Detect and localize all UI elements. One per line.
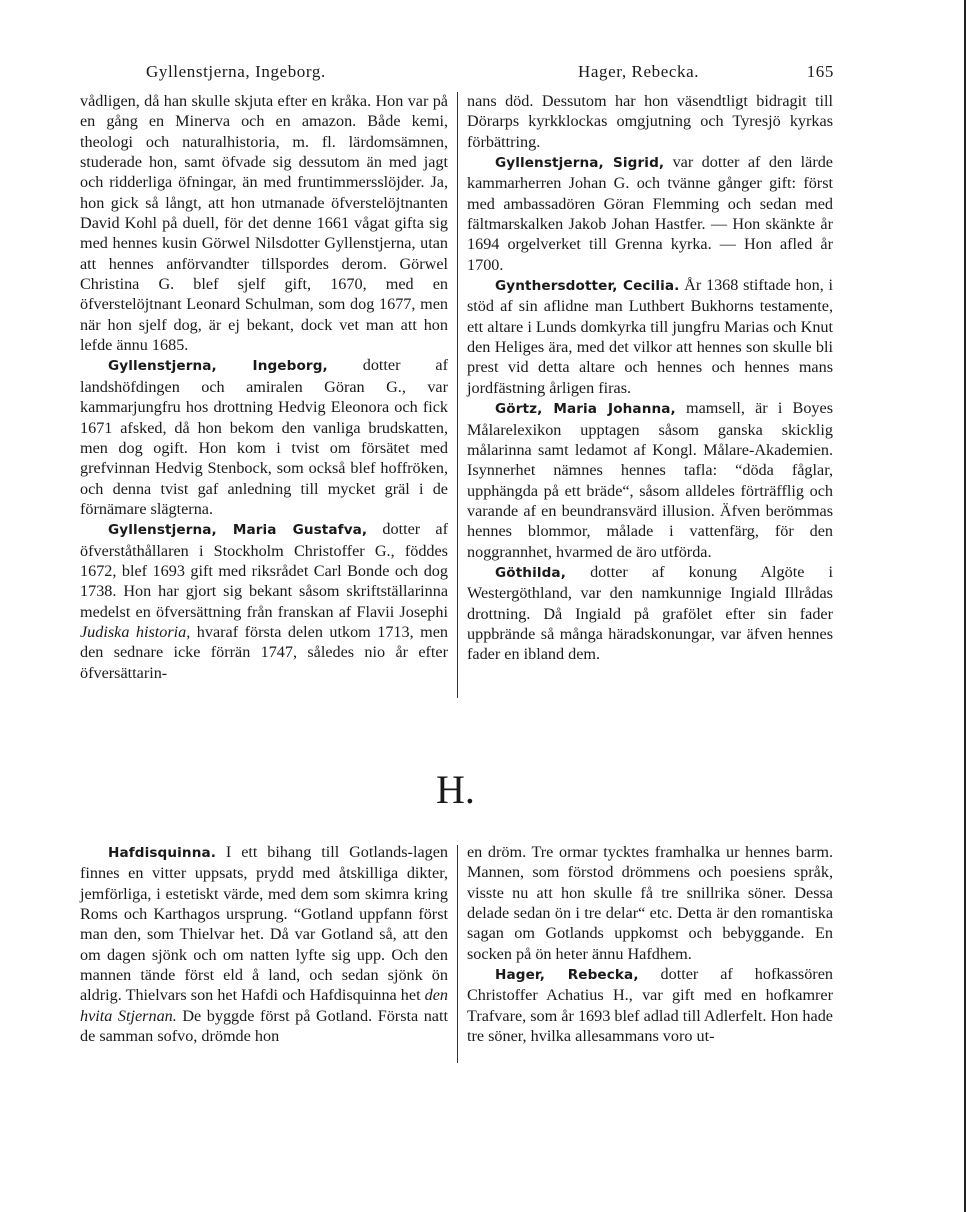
entry-name: Göthilda, <box>495 564 566 581</box>
entry-text: mamsell, är i Boyes Målarelexikon upptagen såsom ganska skicklig målarinna samt ledamot af Kongl. Målare-Akademien. Isynnerhet nämnes hennes tafla: “döda fåglar, upphängda på ett bräde“, såsom alldeles förträfflig och varande af en beundransvärd illusion. Äfven berömmas hennes blommor, målade i vattenfärg, för den noggrannhet, hvarmed de äro utförda. <box>467 399 833 561</box>
paragraph-text: en dröm. Tre ormar tycktes framhalka ur hennes barm. Mannen, som förstod drömmens och poesiens språk, visste nu att hon skulle få tre snillrika söner. Dessa delade sedan ön i tre delar“ etc. Detta är den romantiska sagan om Gotlands uppkomst och bebyggande. En socken på ön heter ännu Hafdhem. <box>467 843 833 963</box>
header-right-title: Hager, Rebecka. <box>578 62 700 81</box>
entry-text: dotter af landshöfdingen och amiralen Göran G., var kammarjungfru hos drottning Hedvig Eleonora och fick 1671 afsked, då hon bekom den vanliga brudskatten, men dog ogift. Hon kom i tvist om försätet med grefvinnan Hedvig Stenbock, som också blef hoffröken, och denna tvist gaf anledning till mycket gräl i de förnämare slägterna. <box>80 356 448 518</box>
section-heading: H. <box>436 767 475 812</box>
entry-name: Gyllenstjerna, Sigrid, <box>495 155 665 172</box>
header-left-title: Gyllenstjerna, Ingeborg. <box>146 62 326 81</box>
entry-text: var dotter af den lärde kammarherren Johan G. och tvänne gånger gift: först med ambassadören Göran Flemming och sedan med fältmarskalken Jakob Johan Hastfer. — Hon skänkte år 1694 orgelverket till Grenna kyrka. — Hon afled år 1700. <box>467 153 833 274</box>
page-edge <box>964 0 966 1212</box>
entry-hafdisquinna <box>80 842 448 1046</box>
entry-gyllenstjerna-ingeborg <box>80 355 448 519</box>
entry-hager-rebecka <box>467 964 833 1046</box>
entry-italic-title: Judiska historia, <box>80 622 191 641</box>
entry-name: Gyllenstjerna, Maria Gustafva, <box>108 522 368 539</box>
top-left-column <box>80 91 448 683</box>
entry-name: Hafdisquinna. <box>108 845 217 861</box>
paragraph-text: nans död. Dessutom har hon väsendtligt bidragit till Dörarps kyrkklockas omgjutning och Tyresjö kyrkas förbättring. <box>467 92 833 151</box>
paragraph <box>467 91 833 152</box>
entry-italic-title: den hvita Stjernan. <box>80 986 448 1025</box>
entry-gynthersdotter-cecilia <box>467 275 833 398</box>
column-divider <box>457 845 458 1063</box>
entry-name: Gyllenstjerna, Ingeborg, <box>108 358 328 375</box>
paragraph-text: vådligen, då han skulle skjuta efter en kråka. Hon var på en gång en Minerva och en amazon. Både kemi, theologi och naturalhistoria, m. fl. lärdomsämnen, studerade hon, samt öfvade sig dessutom än med jagt och ridderliga öfningar, än med fruntimmersslöjder. Ja, hon gick så långt, att hon utmanade öfverstelöjtnanten David Kohl på duell, för det denne 1661 vågat gifta sig med hennes kusin Görwel Nilsdotter Gyllenstjerna, utan att hennes anförvandter tillspordes derom. Görwel Christina G. blef sjelf gift, 1670, med en öfverstelöjtnant Leonard Schulman, som dog 1677, men när hon sjelf dog, är ej bekant, dock vet man att hon lefde ännu 1685. <box>80 92 448 355</box>
top-right-column <box>467 91 833 665</box>
page-number: 165 <box>806 62 834 81</box>
bottom-left-column <box>80 842 448 1046</box>
entry-gothilda <box>467 562 833 665</box>
entry-name: Hager, Rebecka, <box>495 967 639 984</box>
entry-text: I ett bihang till Gotlands-lagen finnes en vitter uppsats, prydd med åtskilliga dikter, jemförliga, i estetiskt värde, med dem som skimra kring Roms och Karthagos ursprung. “Gotland uppfann först man den, som Thielvar het. Då var Gotland så, att den om dagen sjönk och om natten lyfte sig upp. Och den mannen tände först eld å land, och sedan sjönk ön aldrig. Thielvars son het Hafdi och Hafdisquinna het <box>80 843 448 1005</box>
running-header <box>80 62 840 86</box>
paragraph <box>80 91 448 355</box>
bottom-right-column <box>467 842 833 1046</box>
entry-gyllenstjerna-maria-gustafva <box>80 519 448 683</box>
entry-text: dotter af konung Algöte i Westergöthland, var den namkunnige Ingiald Illrådas drottning. Då Ingiald på grafölet efter sin fader uppbrände så många häradskonungar, var äfven hennes fader en ibland dem. <box>467 562 833 664</box>
entry-gortz-maria-johanna <box>467 398 833 562</box>
entry-text: År 1368 stiftade hon, i stöd af sin aflidne man Luthbert Bukhorns testamente, ett altare i Lunds domkyrka till jungfru Marias och Knut den Heliges ära, med det vilkor att hennes son skulle bli prest vid detta altare och hennes och hennes mans jordfästning årligen firas. <box>467 276 833 397</box>
entry-text: dotter af hofkassören Christoffer Achatius H., var gift med en hofkamrer Trafvare, som år 1693 blef adlad till Adlerfelt. Hon hade tre söner, hvilka allesammans voro ut- <box>467 965 833 1046</box>
entry-name: Gynthersdotter, Cecilia. <box>495 278 680 295</box>
column-divider <box>457 92 458 698</box>
entry-text-end: De byggde först på Gotland. Första natt de samman sofvo, drömde hon <box>80 1006 448 1046</box>
entry-text-end: hvaraf första delen utkom 1713, men den sednare icke förrän 1747, således nio år efter öfversättarin- <box>80 622 448 682</box>
entry-text: dotter af öfverståthållaren i Stockholm Christoffer G., föddes 1672, blef 1693 gift med riksrådet Carl Bonde och dog 1738. Hon har gjort sig bekant såsom skriftställarinna medelst en öfversättning från franskan af Flavii Josephi <box>80 520 448 621</box>
entry-gyllenstjerna-sigrid <box>467 152 833 275</box>
entry-name: Görtz, Maria Johanna, <box>495 401 676 418</box>
paragraph <box>467 842 833 964</box>
